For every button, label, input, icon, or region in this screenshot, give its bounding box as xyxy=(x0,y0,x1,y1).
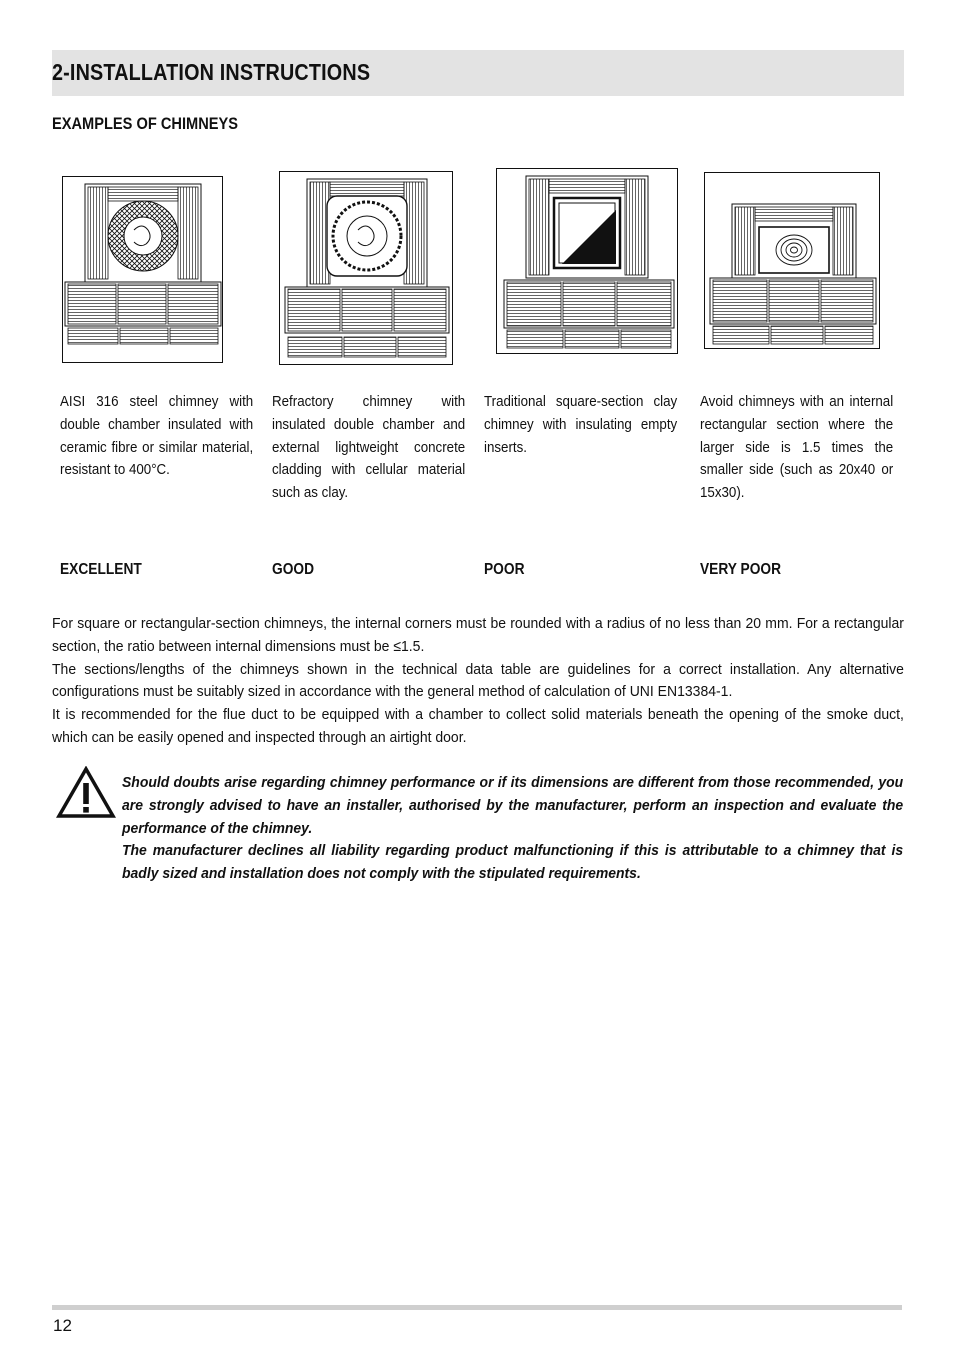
warning-paragraph: The manufacturer declines all liability regarding product malfunctioning if this is attributable to a chimney that is badly sized and installation does not comply with the stipulated requirements. xyxy=(122,842,904,883)
section-subtitle: EXAMPLES OF CHIMNEYS xyxy=(52,114,239,133)
chimney-description: Avoid chimneys with an internal rectangular section where the larger side is 1.5 times the smaller side (such as 20x40 or 15x30). xyxy=(700,394,894,502)
footer-divider xyxy=(52,1305,902,1310)
warning-text xyxy=(122,772,903,886)
chimney-description: Traditional square-section clay chimney with insulating empty inserts. xyxy=(484,394,678,456)
chimney-rating: POOR xyxy=(484,561,525,578)
chimney-rating: VERY POOR xyxy=(700,561,782,578)
chimney-rating: EXCELLENT xyxy=(60,561,142,578)
warning-paragraph: Should doubts arise regarding chimney performance or if its dimensions are different from those recommended, you are strongly advised to have an installer, authorised by the manufacturer, perform an inspection and evaluate the performance of the chimney. xyxy=(122,774,904,837)
chimney-description: AISI 316 steel chimney with double chamber insulated with ceramic fibre or similar material, resistant to 400°C. xyxy=(60,394,254,479)
body-paragraph: The sections/lengths of the chimneys shown in the technical data table are guidelines for a correct installation. Any alternative configurations must be suitably sized in accordance with the general method of calculation of UNI EN13384-1. xyxy=(52,660,904,701)
body-paragraph: For square or rectangular-section chimneys, the internal corners must be rounded with a radius of no less than 20 mm. For a rectangular section, the ratio between internal dimensions must be ≤1.5. xyxy=(52,615,904,655)
page-number: 12 xyxy=(53,1316,72,1335)
section-header xyxy=(52,50,904,96)
warning-triangle-icon xyxy=(56,766,116,825)
chimney-description: Refractory chimney with insulated double chamber and external lightweight concrete cladding with cellular material such as clay. xyxy=(272,394,466,502)
refractory-chimney-diagram xyxy=(279,171,454,366)
chimney-rating: GOOD xyxy=(272,561,315,578)
body-paragraph: It is recommended for the flue duct to be equipped with a chamber to collect solid materials beneath the opening of the smoke duct, which can be easily opened and inspected through an airtight door. xyxy=(52,706,904,746)
body-text xyxy=(52,613,904,750)
page-title: 2-INSTALLATION INSTRUCTIONS xyxy=(52,59,371,85)
rectangular-chimney-diagram xyxy=(704,172,881,350)
square-clay-chimney-diagram xyxy=(496,168,679,355)
steel-chimney-diagram xyxy=(62,176,224,364)
